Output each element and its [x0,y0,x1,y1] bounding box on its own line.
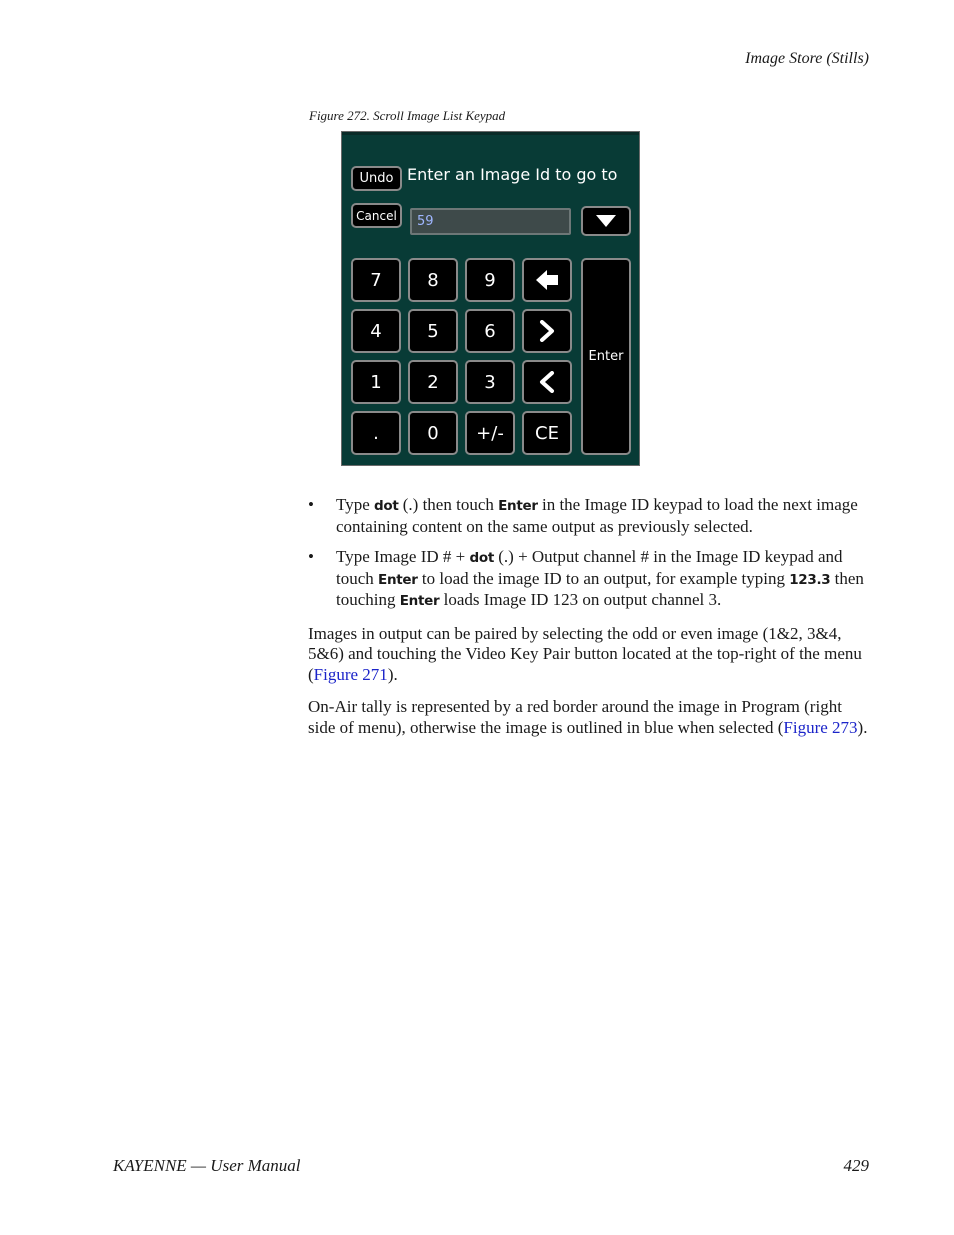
bullet-dot: • [308,547,314,566]
page-number: 429 [843,1156,869,1175]
text-run: Type [336,495,374,514]
command-label: Enter [378,571,418,588]
command-label: dot [469,550,494,566]
key-4[interactable]: 4 [351,309,401,353]
text-run: (.) + Output channel # in the Image ID keypad and touch [336,547,843,588]
key-dot[interactable]: . [351,411,401,455]
image-id-keypad [341,131,640,466]
text-run: (.) then touch [398,495,499,514]
backspace-button[interactable] [522,258,572,302]
bullet-item [308,547,870,612]
running-head: Image Store (Stills) [745,50,869,67]
keypad-prompt: Enter an Image Id to go to [407,165,618,184]
enter-button[interactable]: Enter [581,258,631,455]
cursor-right-button[interactable] [522,309,572,353]
body-text [308,495,870,738]
text-run: Images in output can be paired by selecting the odd or even image (1&2, 3&4, 5&6) and touching the Video Key Pair button located at the top-right of the menu ( [308,623,862,684]
keypad-top-strip [342,132,639,135]
text-run: in the Image ID keypad to load the next image containing content on the same output as previously selected. [336,495,858,536]
key-8[interactable]: 8 [408,258,458,302]
key-5[interactable]: 5 [408,309,458,353]
image-id-field[interactable]: 59 [410,208,571,235]
chevron-right-icon [539,320,555,342]
figure-link[interactable]: Figure 273 [783,717,858,737]
chevron-left-icon [539,371,555,393]
command-label: dot [374,498,399,514]
key-6[interactable]: 6 [465,309,515,353]
dropdown-button[interactable] [581,206,631,236]
text-run: On-Air tally is represented by a red border around the image in Program (right side of menu), otherwise the image is outlined in blue when selected ( [308,697,842,737]
footer-title: KAYENNE — User Manual [113,1156,301,1175]
cursor-left-button[interactable] [522,360,572,404]
text-run: loads Image ID 123 on output channel 3. [439,590,722,609]
undo-button[interactable]: Undo [351,166,402,191]
key-clear-entry[interactable]: CE [522,411,572,455]
key-1[interactable]: 1 [351,360,401,404]
text-run: Type Image ID # + [336,547,470,566]
key-9[interactable]: 9 [465,258,515,302]
figure-link[interactable]: Figure 271 [313,664,388,684]
command-label: Enter [399,593,440,609]
text-run: ). [387,664,398,684]
paragraph [308,697,870,738]
triangle-down-icon [595,214,617,228]
text-run: then touching [336,568,864,609]
bullet-dot: • [308,495,314,514]
key-2[interactable]: 2 [408,360,458,404]
paragraph [308,624,870,686]
figure-caption: Figure 272. Scroll Image List Keypad [309,108,506,123]
command-label: 123.3 [789,571,831,588]
key-7[interactable]: 7 [351,258,401,302]
text-run: ). [857,717,868,737]
key-plus-minus[interactable]: +/- [465,411,515,455]
cancel-button[interactable]: Cancel [351,203,402,228]
arrow-left-icon [535,269,559,291]
key-0[interactable]: 0 [408,411,458,455]
key-3[interactable]: 3 [465,360,515,404]
command-label: Enter [498,498,538,514]
text-run: to load the image ID to an output, for example typing [417,568,790,588]
bullet-item [308,495,870,537]
